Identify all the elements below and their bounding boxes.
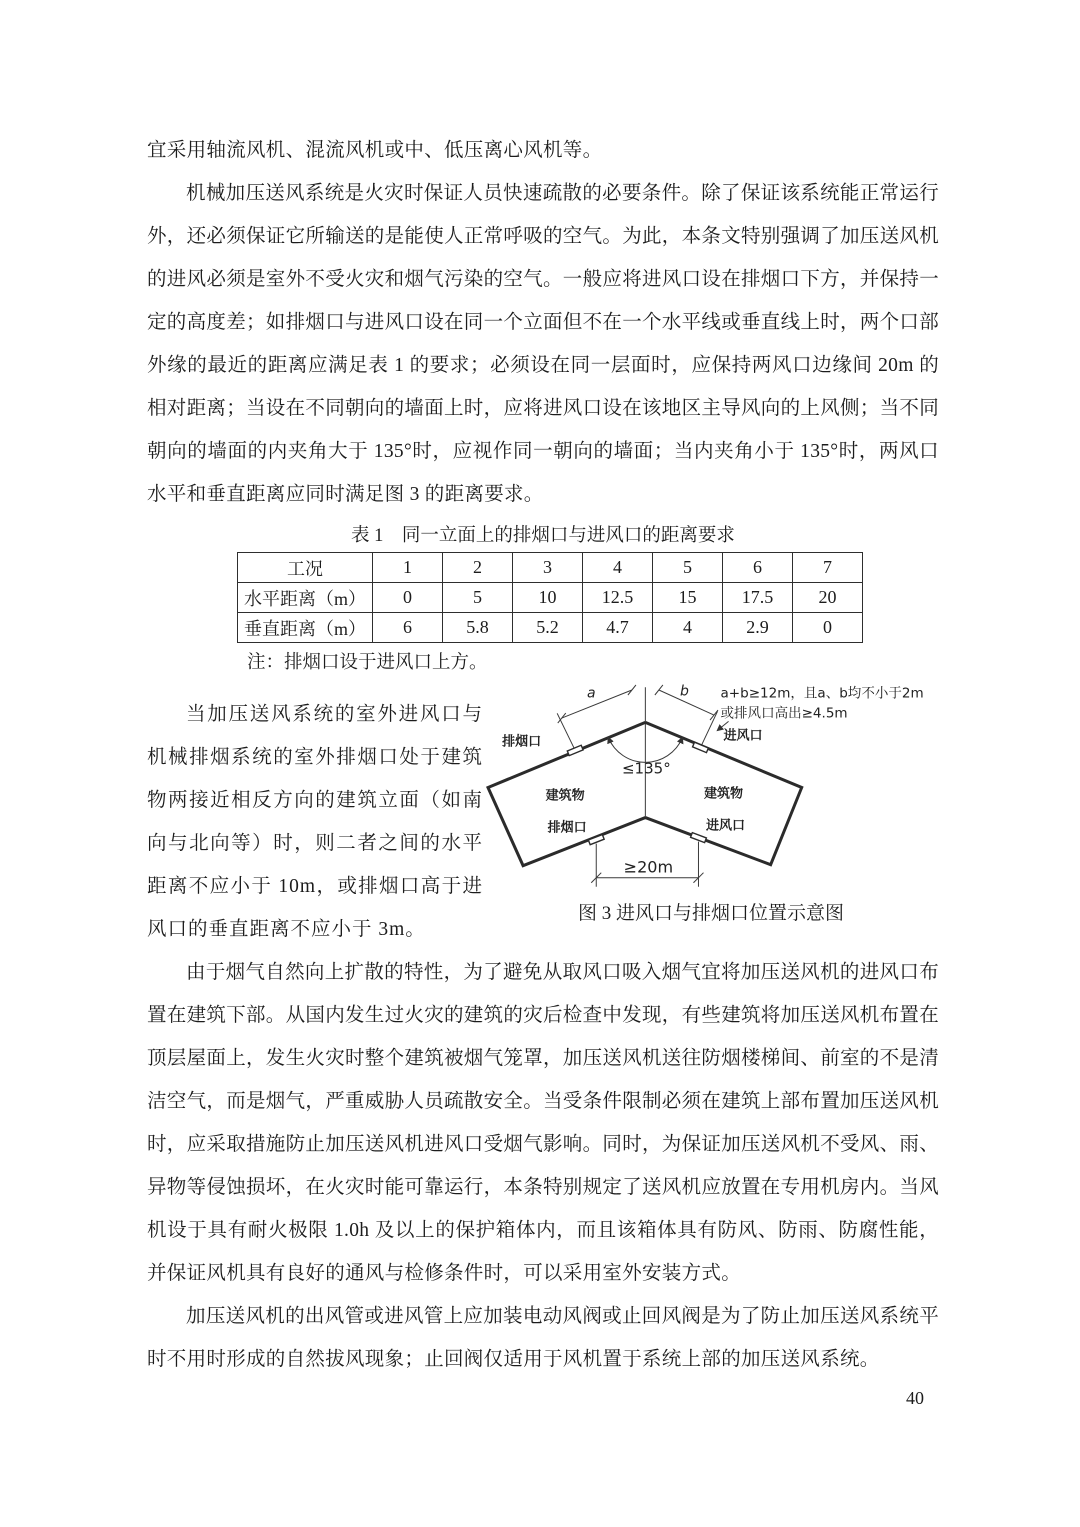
page-content <box>147 129 939 1381</box>
table-cell: 0 <box>373 583 443 613</box>
page-number: 40 <box>906 1388 924 1408</box>
building-right-label: 建筑物 <box>704 786 744 802</box>
table-cell: 4 <box>653 613 723 643</box>
row-header: 工况 <box>238 553 373 583</box>
tick <box>628 685 636 695</box>
bottom-left-vent-label: 排烟口 <box>547 820 587 836</box>
table-cell: 7 <box>793 553 863 583</box>
table-cell: 5 <box>653 553 723 583</box>
table-cell: 3 <box>513 553 583 583</box>
table-cell: 0 <box>793 613 863 643</box>
bottom-dim-label: ≥20m <box>623 857 674 877</box>
paragraph-smoke-spread: 由于烟气自然向上扩散的特性，为了避免从取风口吸入烟气宜将加压送风机的进风口布置在建筑下部。从国内发生过火灾的建筑的灾后检查中发现，有些建筑将加压送风机布置在顶层屋面上，发生火灾时整个建筑被烟气笼罩，加压送风机送往防烟楼梯间、前室的不是清洁空气，而是烟气，严重威胁人员疏散安全。当受条件限制必须在建筑上部布置加压送风机时，应采取措施防止加压送风机进风口受烟气影响。同时，为保证加压送风机不受风、雨、异物等侵蚀损坏，在火灾时能可靠运行，本条特别规定了送风机应放置在专用机房内。当风机设于具有耐火极限 1.0h 及以上的保护箱体内，而且该箱体具有防风、防雨、防腐性能，并保证风机具有良好的通风与检修条件时，可以采用室外安装方式。 <box>147 962 940 1284</box>
table-cell: 17.5 <box>723 583 793 613</box>
table-cell: 10 <box>513 583 583 613</box>
text-figure-columns <box>147 683 939 951</box>
table-cell: 15 <box>653 583 723 613</box>
dim-a-label: a <box>586 685 596 702</box>
table-cell: 4.7 <box>583 613 653 643</box>
table-cell: 12.5 <box>583 583 653 613</box>
table-cell: 6 <box>373 613 443 643</box>
row-header: 垂直距离（m） <box>238 613 373 643</box>
extension-line <box>700 711 717 747</box>
table-cell: 5 <box>443 583 513 613</box>
table-cell: 4 <box>583 553 653 583</box>
paragraph-opposite-facades: 当加压送风系统的室外进风口与机械排烟系统的室外排烟口处于建筑物两接近相反方向的建筑立面（如南向与北向等）时，则二者之间的水平距离不应小于 10m，或排烟口高于进风口的垂直距离不应小于 3m。 <box>147 704 483 940</box>
annotation-line2: 或排风口高出≥4.5m <box>720 705 848 722</box>
paragraph-check-valve: 加压送风机的出风管或进风管上应加装电动风阀或止回风阀是为了防止加压送风系统平时不用时形成的自然拔风现象；止回阀仅适用于风机置于系统上部的加压送风系统。 <box>147 1306 939 1370</box>
extension-line <box>557 713 575 750</box>
figure-caption: 图 3 进风口与排烟口位置示意图 <box>577 903 844 924</box>
top-right-vent-label: 进风口 <box>723 728 763 744</box>
annotation-line1: a+b≥12m，且a、b均不小于2m <box>720 685 924 702</box>
paragraph-mechanical-pressurization: 机械加压送风系统是火灾时保证人员快速疏散的必要条件。除了保证该系统能正常运行外，还必须保证它所输送的是能使人正常呼吸的空气。为此，本条文特别强调了加压送风机的进风必须是室外不受火灾和烟气污染的空气。一般应将进风口设在排烟口下方，并保持一定的高度差；如排烟口与进风口设在同一个立面但不在一个水平线或垂直线上时，两个口部外缘的最近的距离应满足表 1 的要求；必须设在同一层面时，应保持两风口边缘间 20m 的相对距离；当设在不同朝向的墙面上时，应将进风口设在该地区主导风向的上风侧；当不同朝向的墙面的内夹角大于 135°时，应视作同一朝向的墙面；当内夹角小于 135°时，两风口水平和垂直距离应同时满足图 3 的距离要求。 <box>147 183 940 505</box>
angle-label: ≤135° <box>621 759 671 778</box>
table-cell: 20 <box>793 583 863 613</box>
bottom-right-vent-label: 进风口 <box>706 818 746 834</box>
table-cell: 5.2 <box>513 613 583 643</box>
dim-a-line <box>562 690 632 718</box>
figure-3 <box>483 677 939 929</box>
tick <box>655 685 663 695</box>
table-cell: 2.9 <box>723 613 793 643</box>
table-row <box>238 553 863 583</box>
table-cell: 5.8 <box>443 613 513 643</box>
building-left-label: 建筑物 <box>545 788 585 804</box>
table-title: 表 1 同一立面上的排烟口与进风口的距离要求 <box>351 526 735 546</box>
table-cell: 6 <box>723 553 793 583</box>
dim-b-label: b <box>679 683 689 700</box>
distance-requirements-table <box>237 552 863 643</box>
table-1-block <box>147 520 939 681</box>
table-note: 注：排烟口设于进风口上方。 <box>247 653 488 673</box>
vent-position-diagram <box>483 677 939 895</box>
air-inlet-mark <box>691 833 707 843</box>
table-row <box>238 613 863 643</box>
table-cell: 2 <box>443 553 513 583</box>
smoke-outlet-mark <box>567 745 583 755</box>
table-row <box>238 583 863 613</box>
paragraph-continuation: 宜采用轴流风机、混流风机或中、低压离心风机等。 <box>147 140 603 161</box>
top-left-vent-label: 排烟口 <box>502 734 542 750</box>
row-header: 水平距离（m） <box>238 583 373 613</box>
table-cell: 1 <box>373 553 443 583</box>
